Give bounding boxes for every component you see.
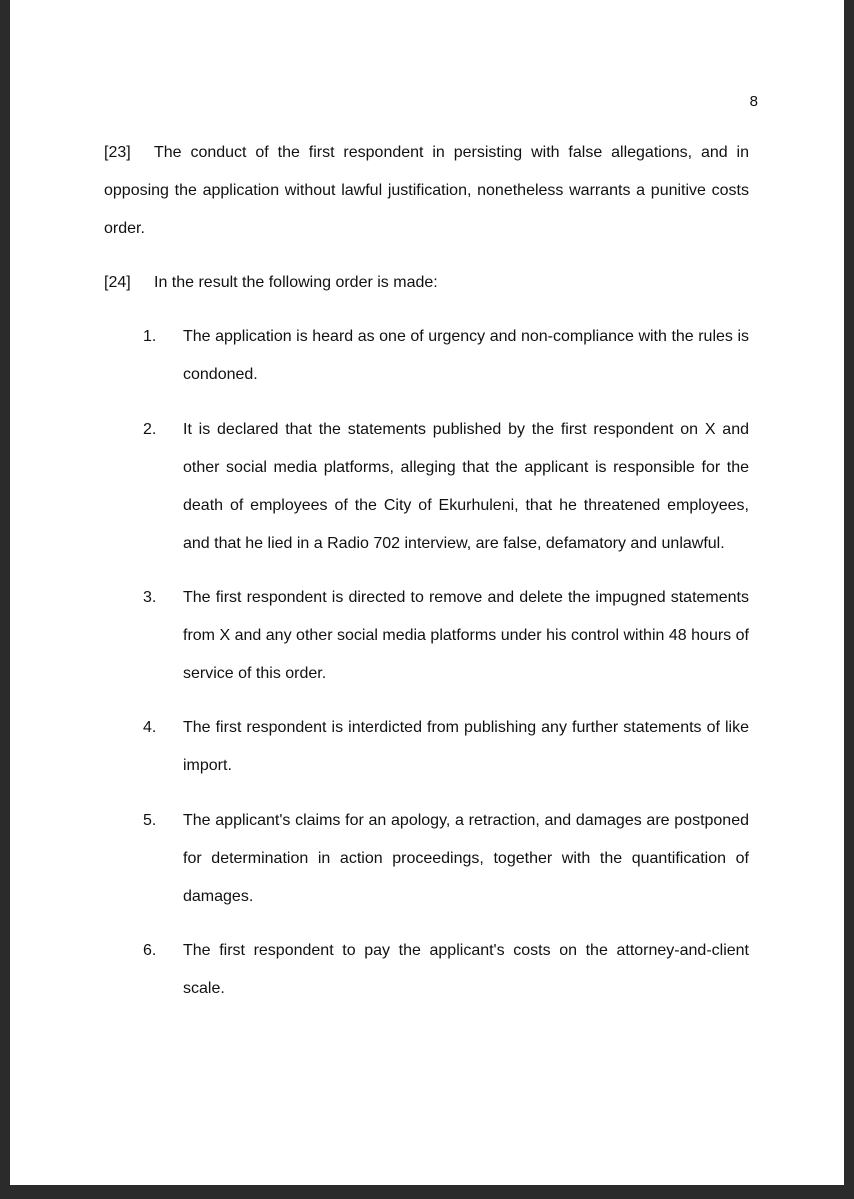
order-item-number: 3.	[143, 589, 157, 606]
order-item-number: 6.	[143, 942, 157, 959]
order-item-text: The first respondent to pay the applicant's costs on the attorney-and-client scale.	[183, 942, 749, 997]
page-number: 8	[749, 93, 758, 110]
order-item-text: The first respondent is interdicted from publishing any further statements of like import.	[183, 719, 749, 774]
order-item-1	[143, 318, 749, 394]
order-item-text: The first respondent is directed to remove and delete the impugned statements from X and any other social media platforms under his control within 48 hours of service of this order.	[183, 589, 749, 682]
order-item-number: 1.	[143, 328, 157, 345]
order-item-3	[143, 579, 749, 693]
paragraph-24	[104, 264, 749, 302]
order-item-number: 5.	[143, 812, 157, 829]
order-item-6	[143, 932, 749, 1008]
paragraph-text: The conduct of the first respondent in persisting with false allegations, and in opposing the application without lawful justification, nonetheless warrants a punitive costs order.	[104, 144, 749, 237]
order-item-number: 2.	[143, 421, 157, 438]
order-item-text: The applicant's claims for an apology, a retraction, and damages are postponed for determination in action proceedings, together with the quantification of damages.	[183, 812, 749, 905]
document-page	[10, 0, 844, 1185]
order-item-number: 4.	[143, 719, 157, 736]
order-item-4	[143, 709, 749, 785]
order-item-5	[143, 802, 749, 916]
order-item-text: It is declared that the statements published by the first respondent on X and other social media platforms, alleging that the applicant is responsible for the death of employees of the City of Ekurhuleni, that he threatened employees, and that he lied in a Radio 702 interview, are false, defamatory and unlawful.	[183, 421, 749, 552]
paragraph-text: In the result the following order is made:	[154, 274, 438, 291]
paragraph-number: [24]	[104, 274, 131, 291]
paragraph-23	[104, 134, 749, 248]
paragraph-number: [23]	[104, 144, 131, 161]
order-item-2	[143, 411, 749, 563]
order-item-text: The application is heard as one of urgency and non-compliance with the rules is condoned.	[183, 328, 749, 383]
